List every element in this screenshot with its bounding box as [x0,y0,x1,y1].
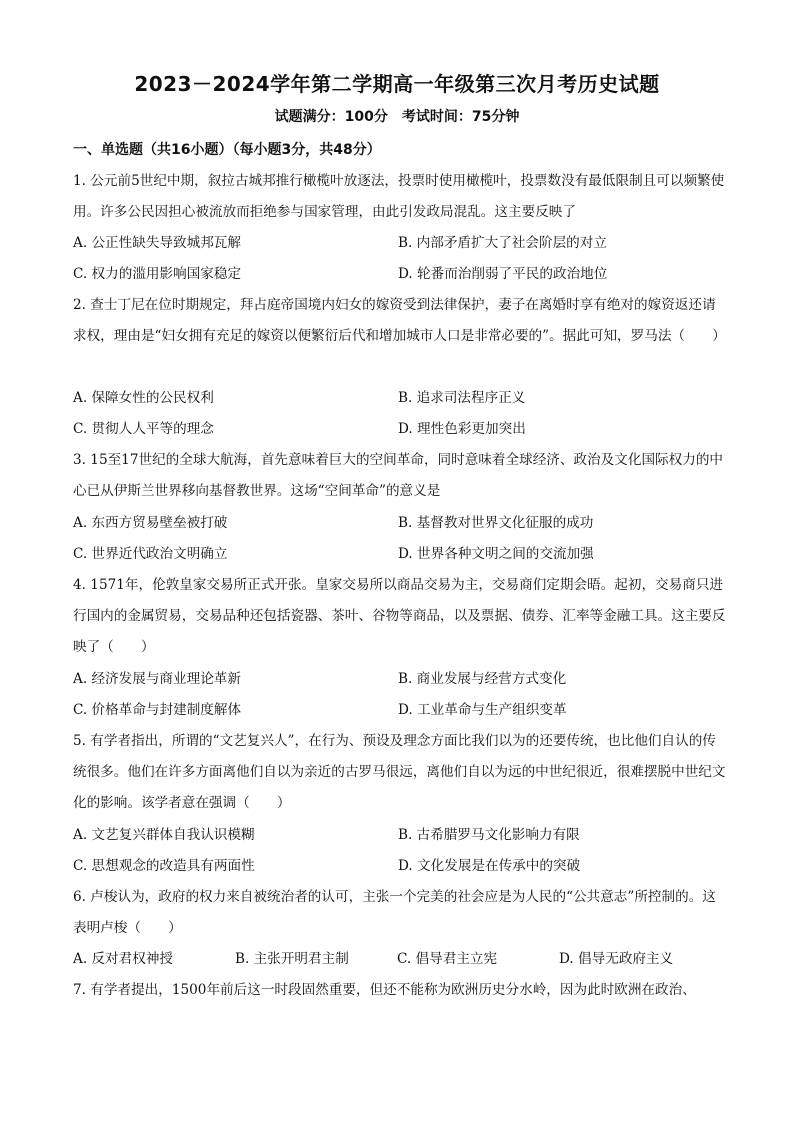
question-1-stem: 1. 公元前5世纪中期，叙拉古城邦推行橄榄叶放逐法，投票时使用橄榄叶，投票数没有最低限制且可以频繁使用。许多公民因担心被流放而拒绝参与国家管理，由此引发政局混乱。这主要反映了 [73,173,725,220]
option-a: A. 东西方贸易壁垒被打破 [73,515,228,531]
option-c: C. 思想观念的改造具有两面性 [73,858,255,874]
option-c: C. 权力的滥用影响国家稳定 [73,266,242,282]
option-b: B. 追求司法程序正义 [398,390,526,406]
option-b: B. 基督教对世界文化征服的成功 [398,515,594,531]
option-b: B. 商业发展与经营方式变化 [398,671,567,687]
question-4-stem: 4. 1571年，伦敦皇家交易所正式开张。皇家交易所以商品交易为主，交易商们定期会晤。起初，交易商只进行国内的金属贸易，交易品种还包括瓷器、茶叶、谷物等商品，以及票据、债券、汇率等金融工具。这主要反映了（ ） [73,577,726,655]
option-a: A. 经济发展与商业理论革新 [73,671,241,687]
question-6-options [73,944,728,975]
option-a: A. 保障女性的公民权利 [73,390,214,406]
option-a: A. 文艺复兴群体自我认识模糊 [73,827,255,843]
option-c: C. 倡导君主立宪 [397,951,498,967]
option-b: B. 内部矛盾扩大了社会阶层的对立 [398,235,607,251]
section-heading: 一、单选题（共16小题）（每小题3分，共48分） [73,142,381,158]
option-b: B. 古希腊罗马文化影响力有限 [398,827,580,843]
question-5-stem: 5. 有学者指出，所谓的“文艺复兴人”，在行为、预设及理念方面比我们以为的还要传统，也比他们自认的传统很多。他们在许多方面离他们自以为亲近的古罗马很远，离他们自以为远的中世纪很近，很难摆脱中世纪文化的影响。该学者意在强调（ ） [73,733,726,811]
option-d: D. 理性色彩更加突出 [398,421,526,437]
option-d: D. 世界各种文明之间的交流加强 [398,546,594,562]
exam-subtitle: 试题满分：100分 考试时间：75分钟 [274,109,520,125]
question-5-options [73,820,728,882]
option-d: D. 轮番而治削弱了平民的政治地位 [398,266,608,282]
option-a: A. 反对君权神授 [73,951,174,967]
option-c: C. 世界近代政治文明确立 [73,546,228,562]
question-3-options [73,508,728,570]
option-d: D. 工业革命与生产组织变革 [398,702,567,718]
option-a: A. 公正性缺失导致城邦瓦解 [73,235,241,251]
question-6-stem: 6. 卢梭认为，政府的权力来自被统治者的认可，主张一个完美的社会应是为人民的“公共意志”所控制的。这表明卢梭（ ） [73,889,716,936]
option-d: D. 文化发展是在传承中的突破 [398,858,581,874]
question-4-options [73,664,728,726]
question-1-options [73,228,728,290]
question-3-stem: 3. 15至17世纪的全球大航海，首先意味着巨大的空间革命，同时意味着全球经济、政治及文化国际权力的中心已从伊斯兰世界移向基督教世界。这场“空间革命”的意义是 [73,452,724,499]
question-7-stem: 7. 有学者提出，1500年前后这一时段固然重要，但还不能称为欧洲历史分水岭，因为此时欧洲在政治、 [73,982,696,998]
option-b: B. 主张开明君主制 [235,951,349,967]
option-c: C. 贯彻人人平等的理念 [73,421,214,437]
question-2-options [73,383,728,445]
option-c: C. 价格革命与封建制度解体 [73,702,242,718]
question-2-stem: 2. 查士丁尼在位时期规定，拜占庭帝国境内妇女的嫁资受到法律保护，妻子在离婚时享有绝对的嫁资返还请求权，理由是“妇女拥有充足的嫁资以便繁衍后代和增加城市人口是非常必要的”。据此可知，罗马法（ ） [73,297,726,344]
exam-title: 2023－2024学年第二学期高一年级第三次月考历史试题 [134,72,660,96]
option-d: D. 倡导无政府主义 [559,951,674,967]
